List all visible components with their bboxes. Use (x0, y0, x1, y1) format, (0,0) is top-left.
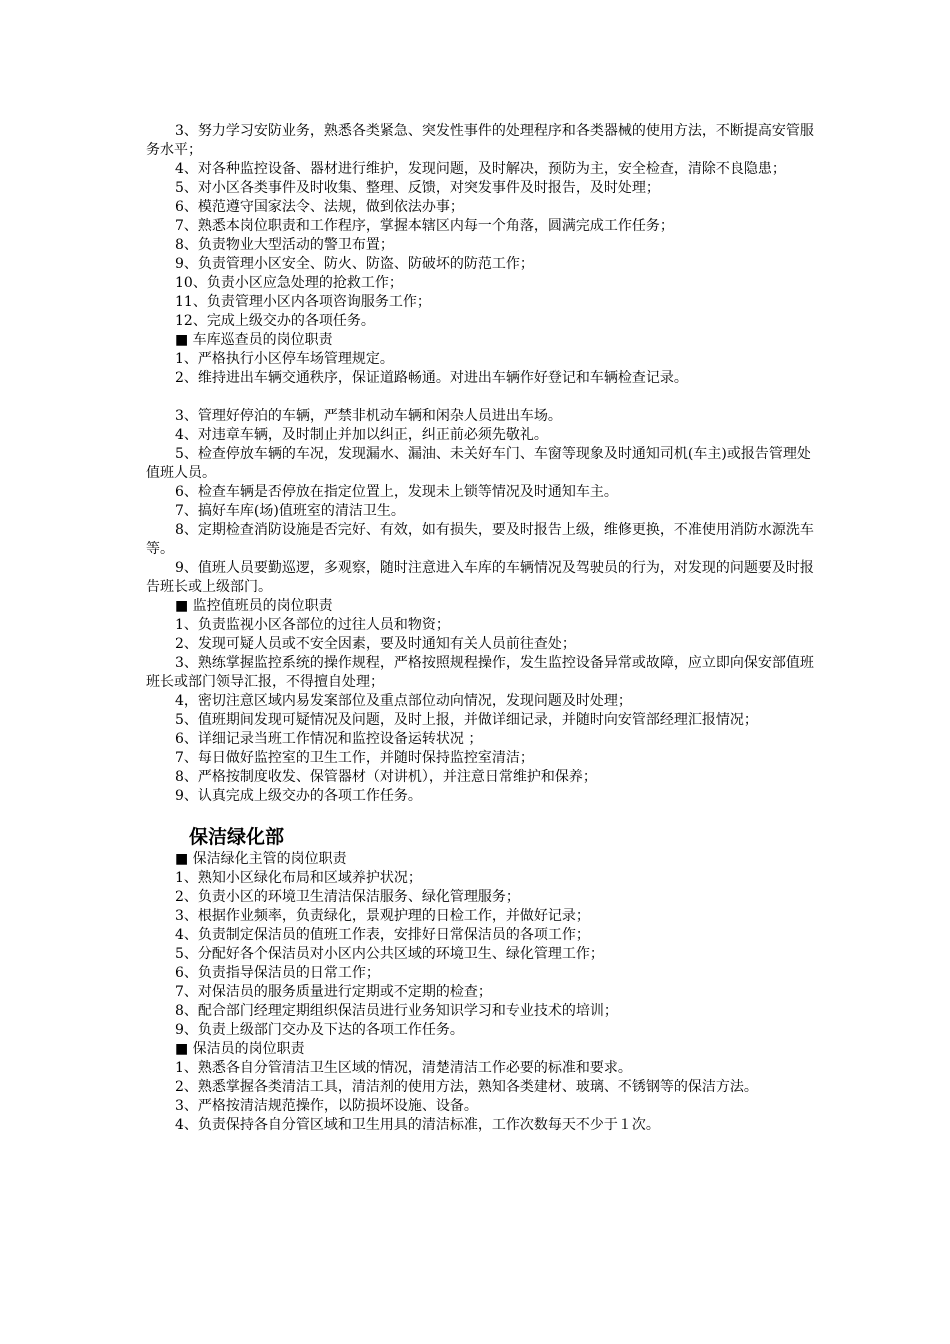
paragraph: 1、熟知小区绿化布局和区域养护状况； (175, 870, 422, 886)
paragraph: 1、熟悉各自分管清洁卫生区域的情况，清楚清洁工作必要的标准和要求。 (175, 1060, 632, 1076)
blank-line (146, 388, 816, 407)
department-heading: 保洁绿化部 (189, 826, 285, 848)
paragraph: 7、熟悉本岗位职责和工作程序，掌握本辖区内每一个角落，圆满完成工作任务； (175, 218, 674, 234)
paragraph: 4、对违章车辆，及时制止并加以纠正，纠正前必须先敬礼。 (175, 427, 548, 443)
paragraph: 9、负责管理小区安全、防火、防盗、防破坏的防范工作； (175, 256, 534, 272)
paragraph: 8、严格按制度收发、保管器材（对讲机），并注意日常维护和保养； (175, 769, 597, 785)
paragraph: 10、负责小区应急处理的抢救工作； (175, 275, 403, 291)
paragraph: 6、负责指导保洁员的日常工作； (175, 965, 380, 981)
paragraph: 3、努力学习安防业务，熟悉各类紧急、突发性事件的处理程序和各类器械的使用方法，不断提高安管服务水平； (146, 123, 814, 158)
paragraph: 4，密切注意区域内易发案部位及重点部位动向情况，发现问题及时处理； (175, 693, 632, 709)
paragraph: 5、检查停放车辆的车况，发现漏水、漏油、未关好车门、车窗等现象及时通知司机(车主)或报告管理处值班人员。 (146, 446, 811, 481)
paragraph: 8、配合部门经理定期组织保洁员进行业务知识学习和专业技术的培训； (175, 1003, 618, 1019)
paragraph: 6、检查车辆是否停放在指定位置上，发现未上锁等情况及时通知车主。 (175, 484, 618, 500)
paragraph: 7、每日做好监控室的卫生工作，并随时保持监控室清洁； (175, 750, 534, 766)
paragraph: 8、负责物业大型活动的警卫布置； (175, 237, 394, 253)
section-title-garage-patrol: ■ 车库巡查员的岗位职责 (175, 332, 333, 348)
paragraph: 6、详细记录当班工作情况和监控设备运转状况 ； (175, 731, 483, 747)
document-body (146, 122, 816, 1135)
paragraph: 7、搞好车库(场)值班室的清洁卫生。 (175, 503, 405, 519)
paragraph: 6、模范遵守国家法令、法规，做到依法办事； (175, 199, 464, 215)
section-title-cleaning-supervisor: ■ 保洁绿化主管的岗位职责 (175, 851, 347, 867)
paragraph: 1、负责监视小区各部位的过往人员和物资； (175, 617, 450, 633)
section-title-cleaner: ■ 保洁员的岗位职责 (175, 1041, 305, 1057)
paragraph: 9、认真完成上级交办的各项工作任务。 (175, 788, 422, 804)
paragraph: 12、完成上级交办的各项任务。 (175, 313, 375, 329)
paragraph: 2、维持进出车辆交通秩序，保证道路畅通。对进出车辆作好登记和车辆检查记录。 (175, 370, 688, 386)
paragraph: 2、熟悉掌握各类清洁工具，清洁剂的使用方法，熟知各类建材、玻璃、不锈钢等的保洁方法。 (175, 1079, 758, 1095)
section-title-monitor-duty: ■ 监控值班员的岗位职责 (175, 598, 333, 614)
paragraph: 5、对小区各类事件及时收集、整理、反馈，对突发事件及时报告，及时处理； (175, 180, 660, 196)
paragraph: 2、发现可疑人员或不安全因素，要及时通知有关人员前往查处； (175, 636, 576, 652)
paragraph: 5、值班期间发现可疑情况及问题，及时上报，并做详细记录，并随时向安管部经理汇报情况； (175, 712, 758, 728)
paragraph: 9、负责上级部门交办及下达的各项工作任务。 (175, 1022, 464, 1038)
paragraph: 4、对各种监控设备、器材进行维护，发现问题，及时解决，预防为主，安全检查，清除不良隐患； (175, 161, 786, 177)
paragraph: 1、严格执行小区停车场管理规定。 (175, 351, 394, 367)
paragraph: 3、熟练掌握监控系统的操作规程，严格按照规程操作，发生监控设备异常或故障，应立即向保安部值班班长或部门领导汇报，不得擅自处理； (146, 655, 814, 690)
paragraph: 3、管理好停泊的车辆，严禁非机动车辆和闲杂人员进出车场。 (175, 408, 562, 424)
paragraph: 4、负责制定保洁员的值班工作表，安排好日常保洁员的各项工作； (175, 927, 590, 943)
paragraph: 9、值班人员要勤巡逻，多观察，随时注意进入车库的车辆情况及驾驶员的行为，对发现的问题要及时报告班长或上级部门。 (146, 560, 814, 595)
paragraph: 5、分配好各个保洁员对小区内公共区域的环境卫生、绿化管理工作； (175, 946, 604, 962)
paragraph: 2、负责小区的环境卫生清洁保洁服务、绿化管理服务； (175, 889, 520, 905)
paragraph: 11、负责管理小区内各项咨询服务工作； (175, 294, 431, 310)
paragraph: 7、对保洁员的服务质量进行定期或不定期的检查； (175, 984, 492, 1000)
paragraph: 3、根据作业频率，负责绿化，景观护理的日检工作，并做好记录； (175, 908, 590, 924)
paragraph: 4、负责保持各自分管区域和卫生用具的清洁标准，工作次数每天不少于１次。 (175, 1117, 660, 1133)
paragraph: 8、定期检查消防设施是否完好、有效，如有损失，要及时报告上级，维修更换，不准使用消防水源洗车等。 (146, 522, 814, 557)
paragraph: 3、严格按清洁规范操作，以防损坏设施、设备。 (175, 1098, 478, 1114)
